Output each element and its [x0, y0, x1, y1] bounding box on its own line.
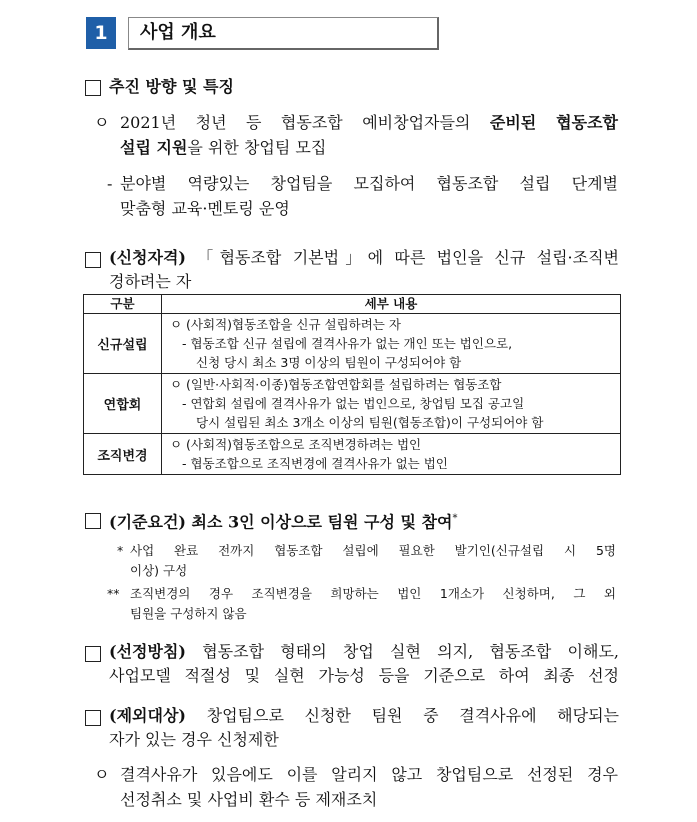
- eligibility-line: 경하려는 자: [109, 272, 192, 291]
- table-row: [84, 374, 621, 434]
- table-row: [84, 314, 621, 374]
- bullet-marker: ㅇ: [94, 765, 110, 784]
- table-header-cell: 구분: [84, 295, 162, 314]
- table-category-cell: 신규설립: [84, 314, 162, 374]
- selection-line: (선정방침) 협동조합 형태의 창업 실현 의지, 협동조합 이해도,: [109, 642, 619, 661]
- bullet-line: 설립 지원을 위한 창업팀 모집: [120, 138, 327, 157]
- dash-marker: -: [107, 174, 113, 193]
- checkbox-square-icon: [85, 513, 101, 529]
- requirement-line: (기준요건) 최소 3인 이상으로 팀원 구성 및 참여*: [109, 512, 458, 532]
- bullet-line: 선정취소 및 사업비 환수 등 제재조치: [120, 790, 378, 809]
- checkbox-square-icon: [85, 80, 101, 96]
- checkbox-square-icon: [85, 646, 101, 662]
- table-row: [84, 434, 621, 475]
- bullet-line: 결격사유가 있음에도 이를 알리지 않고 창업팀으로 선정된 경우: [120, 765, 618, 784]
- note-marker: *: [117, 543, 124, 558]
- note-line: 사업 완료 전까지 협동조합 설립에 필요한 발기인(신규설립 시 5명: [130, 543, 616, 558]
- bullet-line: 2021년 청년 등 협동조합 예비창업자들의 준비된 협동조합: [120, 113, 618, 132]
- bullet-marker: ㅇ: [94, 113, 110, 132]
- note-line: 팀원을 구성하지 않음: [130, 606, 247, 621]
- exclusion-line: 자가 있는 경우 신청제한: [109, 730, 279, 749]
- checkbox-square-icon: [85, 252, 101, 268]
- table-category-cell: 조직변경: [84, 434, 162, 475]
- table-detail-cell: ㅇ (사회적)협동조합을 신규 설립하려는 자 - 협동조합 신규 설립에 결격사유가 없는 개인 또는 법인으로, 신청 당시 최소 3명 이상의 팀원이 구성되어야 함: [162, 314, 621, 374]
- exclusion-line: (제외대상) 창업팀으로 신청한 팀원 중 결격사유에 해당되는: [109, 706, 619, 725]
- note-line: 이상) 구성: [130, 563, 188, 578]
- note-marker: **: [107, 586, 120, 601]
- eligibility-line: (신청자격) 「협동조합 기본법」에 따른 법인을 신규 설립·조직변: [109, 248, 619, 267]
- section-title: 사업 개요: [140, 22, 216, 43]
- table-detail-cell: ㅇ (일반·사회적·이종)협동조합연합회를 설립하려는 협동조합 - 연합회 설립에 결격사유가 없는 법인으로, 창업팀 모집 공고일 당시 설립된 최소 3개소 이상의 팀원(협동조합)이 구성되어야 함: [162, 374, 621, 434]
- subsection-title-direction: 추진 방향 및 특징: [109, 77, 234, 96]
- note-line: 조직변경의 경우 조직변경을 희망하는 법인 1개소가 신청하며, 그 외: [130, 586, 616, 601]
- eligibility-table: [83, 294, 621, 475]
- sub-bullet-line: 맞춤형 교육·멘토링 운영: [120, 199, 290, 218]
- table-header-row: [84, 295, 621, 314]
- selection-line: 사업모델 적절성 및 실현 가능성 등을 기준으로 하여 최종 선정: [109, 666, 619, 685]
- table-header-cell: 세부 내용: [162, 295, 621, 314]
- table-detail-cell: ㅇ (사회적)협동조합으로 조직변경하려는 법인 - 협동조합으로 조직변경에 결격사유가 없는 법인: [162, 434, 621, 475]
- section-number-badge: 1: [86, 17, 116, 49]
- checkbox-square-icon: [85, 710, 101, 726]
- sub-bullet-line: 분야별 역량있는 창업팀을 모집하여 협동조합 설립 단계별: [120, 174, 618, 193]
- table-category-cell: 연합회: [84, 374, 162, 434]
